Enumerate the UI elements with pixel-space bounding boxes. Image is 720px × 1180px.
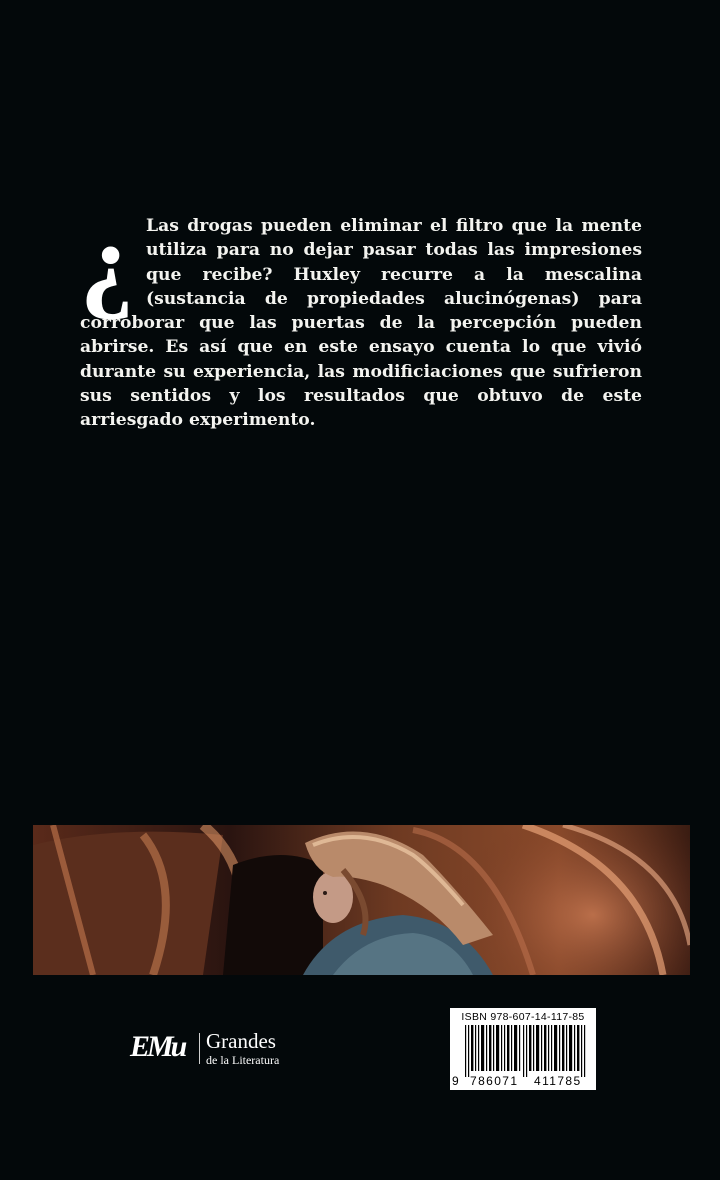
drop-cap-question-mark: ¿ — [80, 202, 134, 321]
cover-artwork — [33, 825, 690, 975]
back-cover-blurb — [80, 202, 642, 433]
isbn-label: ISBN 978-607-14-117-85 — [461, 1011, 585, 1023]
barcode-digits-left: 786071 — [470, 1074, 519, 1088]
isbn-barcode — [450, 1008, 596, 1090]
publisher-logo — [130, 1030, 310, 1070]
barcode-first-digit: 9 — [452, 1074, 459, 1088]
collection-name: Grandes — [206, 1029, 276, 1053]
logo-divider — [199, 1033, 200, 1064]
collection-subtitle: de la Literatura — [206, 1053, 280, 1067]
publisher-mark: EMu — [130, 1030, 185, 1063]
blurb-paragraph: Las drogas pueden eliminar el filtro que la mente utiliza para no dejar pasar todas las impresiones que recibe? Huxley recurre a la mescalina (sustancia de propiedades alucinógenas) para corroborar que las puertas de la percepción pueden abrirse. Es así que en este ensayo cuenta lo que vivió durante su experiencia, las modificiaciones que sufrieron sus sentidos y los resultados que obtuvo de este arriesgado experimento. — [80, 216, 642, 431]
barcode-digits-right: 411785 — [534, 1074, 582, 1088]
